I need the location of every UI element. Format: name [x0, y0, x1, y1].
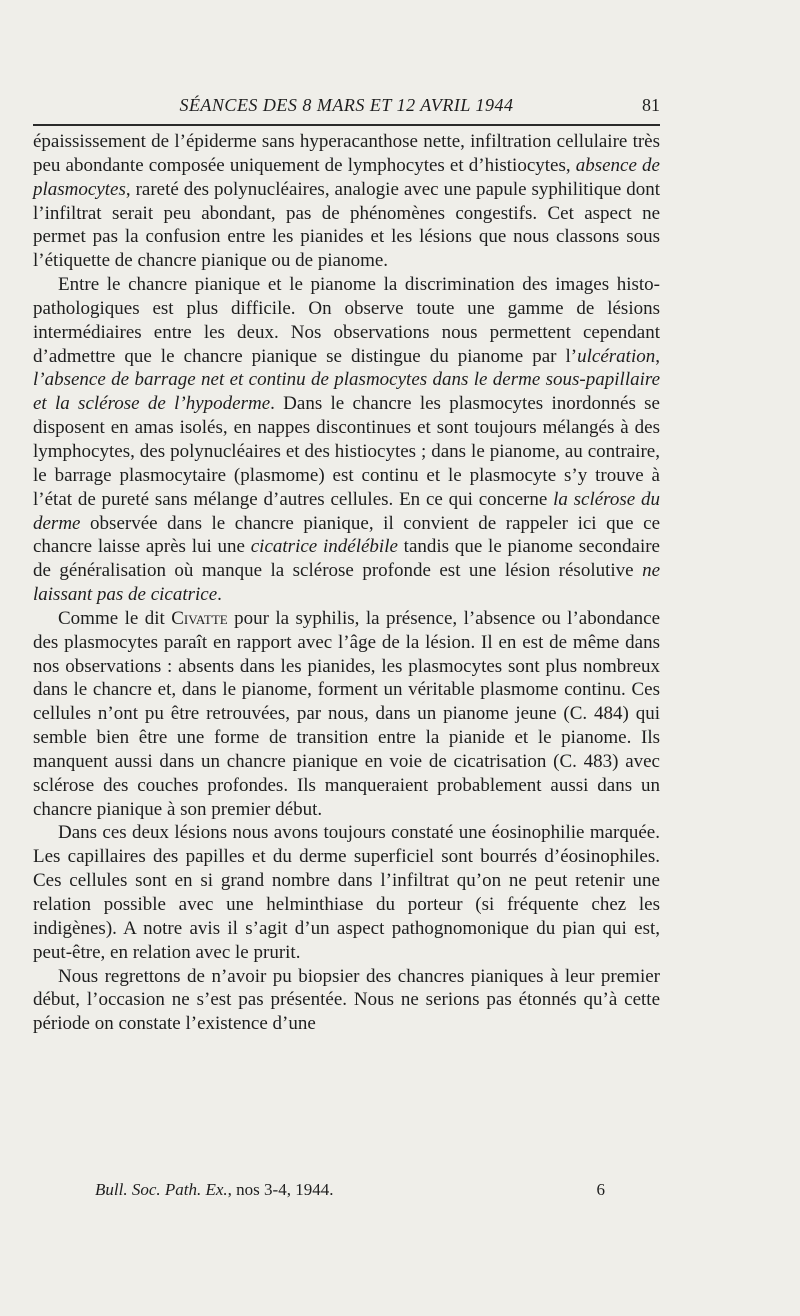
text-run: épaississement de l’épiderme sans hyperacanthose nette, infiltration cellulaire très peu abondante composée uniquement de lymphocytes et d’histiocytes,	[33, 131, 660, 176]
running-title: SÉANCES DES 8 MARS ET 12 AVRIL 1944	[179, 95, 514, 115]
footer	[95, 1180, 605, 1204]
italic-phrase: la sclérose du derme	[33, 488, 660, 534]
text-run: ,	[655, 345, 660, 367]
italic-phrase: cicatrice indélébile	[250, 536, 398, 558]
italic-phrase: ulcération	[577, 345, 656, 367]
body-text	[33, 130, 660, 1036]
signature-mark: 6	[596, 1180, 605, 1199]
header-rule	[33, 124, 660, 126]
paragraph-1	[33, 130, 660, 273]
running-header	[33, 95, 660, 121]
paragraph-4	[33, 821, 660, 964]
text-run: .	[217, 584, 222, 606]
author-name: Civatte	[171, 607, 228, 629]
paragraph-2	[33, 273, 660, 607]
text-run: observée dans le chancre pianique, il convient de rappeler ici que ce chancre laisse après lui une	[33, 512, 660, 558]
journal-name: Bull. Soc. Path. Ex.	[95, 1180, 228, 1199]
journal-issue: , nos 3-4, 1944.	[227, 1180, 334, 1199]
italic-phrase: l’absence de barrage net et continu de plasmocytes dans le derme sous-papillaire et la sclérose de l’hypoderme	[33, 369, 660, 415]
text-run: pour la syphilis, la présence, l’absence ou l’abondance des plasmocytes paraît en rapport avec l’âge de la lésion. Il en est de même dans nos observations : absents dans les pianides, les plasmocytes sont plus nombreux dans le chancre et, dans le pianome, forment un véritable plasmome continu. Ces cellules n’ont pu être retrouvées, par nous, dans un pianome jeune (C. 484) qui semble bien être une forme de transition entre la pianide et le pianome. Ils manquent aussi dans un chancre pianique en voie de cicatrisation (C. 483) avec sclérose des couches profondes. Ils manqueraient probablement aussi dans un chancre pianique à son premier début.	[33, 607, 661, 820]
footer-citation	[95, 1180, 333, 1200]
page-number: 81	[642, 95, 660, 115]
text-run: . Dans le chancre les plasmocytes inordonnés se disposent en amas isolés, en nappes discontinues et sont toujours mélangés à des lymphocytes, des polynucléaires et des histiocytes ; dans le pianome, au contraire, le barrage plasmocytaire (plasmome) est continu et le plasmocyte s’y trouve à l’état de pureté sans mélange d’autres cellules. En ce qui concerne	[33, 393, 660, 510]
italic-phrase: ne laissant pas de cicatrice	[33, 560, 660, 606]
paragraph-3	[33, 607, 660, 822]
text-run: Nous regrettons de n’avoir pu biopsier des chancres pianiques à leur premier début, l’occasion ne s’est pas présentée. Nous ne serions pas étonnés qu’à cette période on constate l’existence d’une	[33, 965, 660, 1035]
text-run: , rareté des polynucléaires, analogie avec une papule syphilitique dont l’infiltrat serait peu abondant, pas de phénomènes congestifs. Cet aspect ne permet pas la confusion entre les pianides et les lésions que nous classons sous l’étiquette de chancre pianique ou de pianome.	[33, 178, 660, 272]
italic-phrase: absence de plasmocytes	[33, 154, 660, 200]
text-run: Entre le chancre pianique et le pianome la discrimination des images histo-pathologiques est plus difficile. On observe toute une gamme de lésions intermédiaires entre les deux. Nos observations nous permettent cependant d’admettre que le chancre pianique se distingue du pianome par l’	[33, 274, 660, 367]
text-run: Dans ces deux lésions nous avons toujours constaté une éosinophilie marquée. Les capillaires des papilles et du derme superficiel sont bourrés d’éosinophiles. Ces cellules sont en si grand nombre dans l’infiltrat qu’on ne peut retenir une relation possible avec une helminthiase du porteur (si fréquente chez les indigènes). A notre avis il s’agit d’un aspect pathognomonique du pian qui est, peut-être, en relation avec le prurit.	[33, 822, 660, 963]
text-run: tandis que le pianome secondaire de généralisation où manque la sclérose profonde est une lésion résolutive	[33, 536, 660, 582]
text-run: Comme le dit	[58, 607, 172, 629]
paragraph-5	[33, 965, 660, 1037]
